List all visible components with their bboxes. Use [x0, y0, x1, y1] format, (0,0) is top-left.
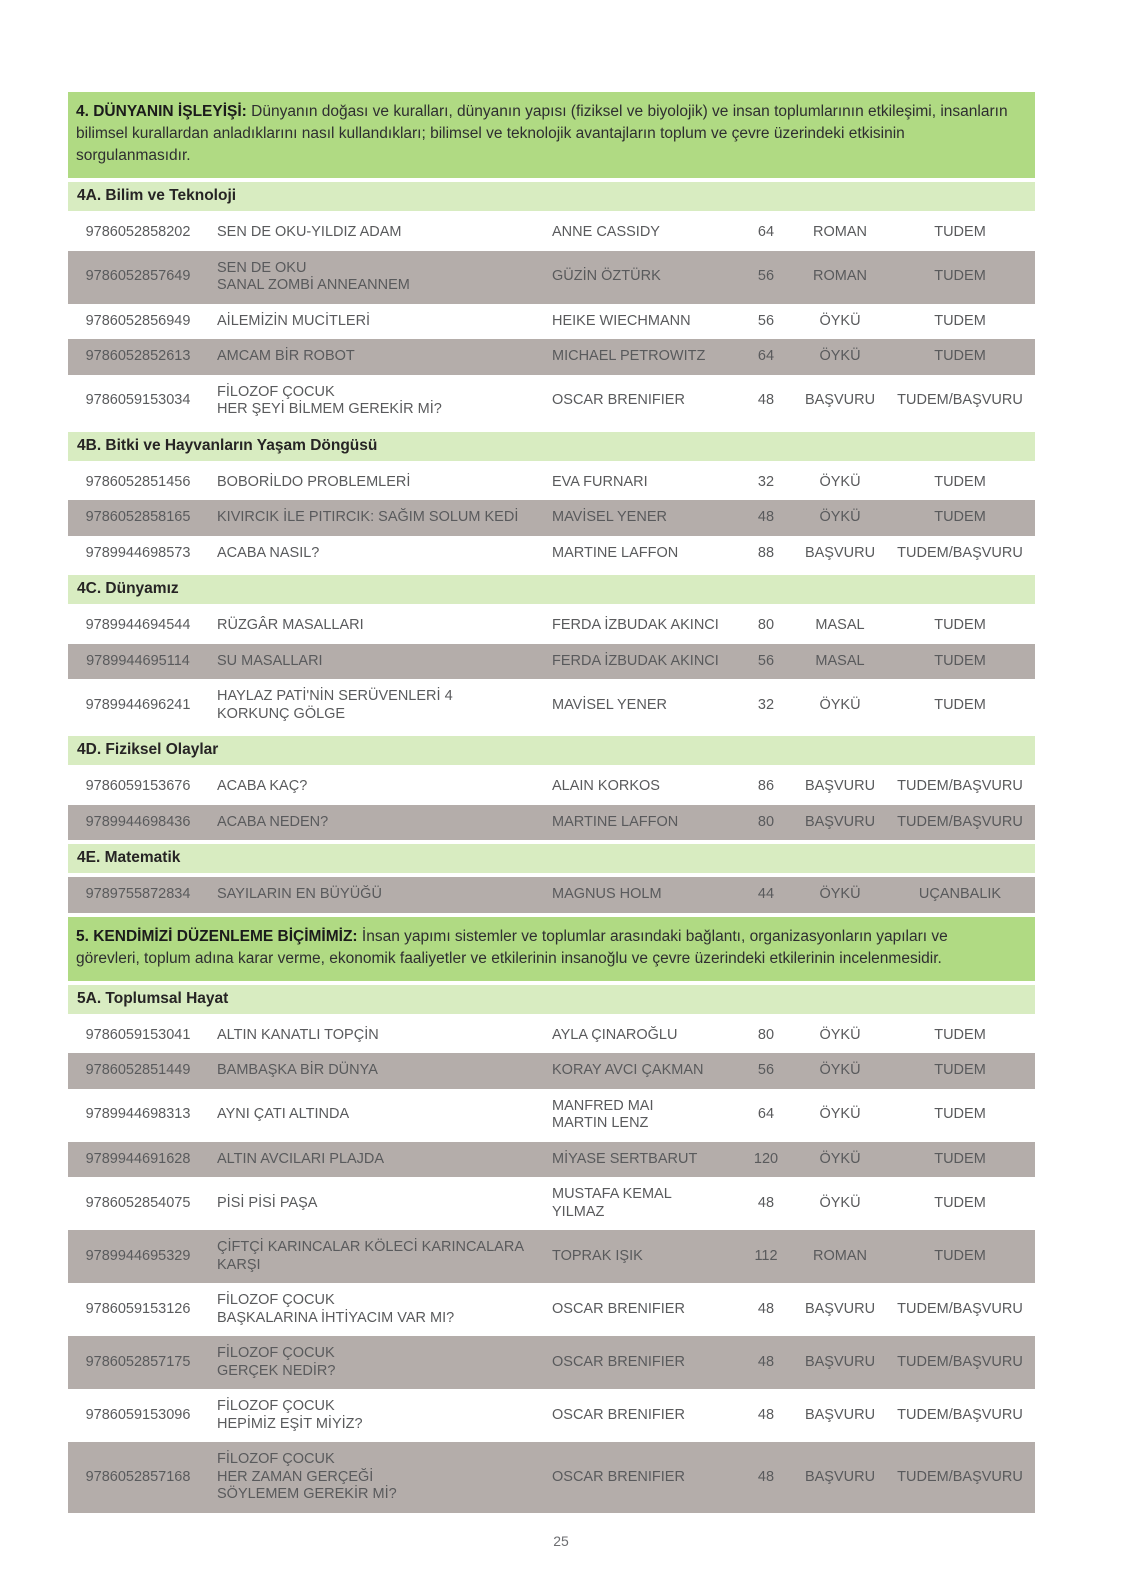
isbn-cell: 9786059153041 [85, 1026, 191, 1043]
table-row [68, 215, 1035, 251]
pages-cell: 88 [757, 544, 775, 561]
section-header [68, 92, 1035, 178]
text-line: TOPRAK IŞIK [552, 1247, 643, 1264]
subsection-header: 4A. Bilim ve Teknoloji [68, 182, 1035, 211]
isbn-cell: 9786059153676 [85, 778, 191, 794]
table-row [68, 1177, 1035, 1230]
publisher-cell: TUDEM [934, 1194, 986, 1211]
author-cell [545, 653, 737, 671]
pages-cell: 48 [757, 509, 775, 525]
author-cell [545, 545, 737, 563]
publisher-cell: UÇANBALIK [918, 886, 1002, 902]
text-line: FERDA İZBUDAK AKINCI [552, 617, 719, 633]
text-line: MUSTAFA KEMAL [552, 1186, 672, 1202]
subsection-rows [68, 215, 1035, 428]
pages-cell: 64 [757, 1106, 775, 1123]
publisher-cell: TUDEM/BAŞVURU [897, 392, 1023, 409]
title-cell [208, 1239, 545, 1274]
genre-cell: ÖYKÜ [819, 1150, 861, 1167]
text-line: FİLOZOF ÇOCUK [217, 383, 335, 400]
text-line: FİLOZOF ÇOCUK [217, 1292, 335, 1308]
text-line: SEN DE OKU [217, 259, 307, 276]
table-row [68, 1089, 1035, 1142]
title-cell [208, 1398, 545, 1433]
pages-cell: 48 [757, 1353, 775, 1370]
text-line: SU MASALLARI [217, 652, 323, 669]
isbn-cell: 9789944696241 [85, 696, 191, 713]
table-row [68, 251, 1035, 304]
author-cell [545, 1186, 737, 1221]
pages-cell: 120 [753, 1150, 779, 1167]
genre-cell: ÖYKÜ [819, 312, 861, 329]
text-line: MARTINE LAFFON [552, 544, 679, 561]
title-cell [208, 474, 545, 492]
genre-cell: ROMAN [813, 224, 867, 240]
text-line: SÖYLEMEM GEREKİR Mİ? [217, 1486, 397, 1502]
genre-cell: ÖYKÜ [819, 509, 861, 525]
genre-cell: MASAL [815, 652, 865, 669]
publisher-cell: TUDEM [934, 348, 986, 364]
subsection-rows [68, 608, 1035, 732]
title-cell [208, 1027, 545, 1045]
text-line: BAMBAŞKA BİR DÜNYA [217, 1062, 378, 1078]
subsection-rows [68, 769, 1035, 840]
publisher-cell: TUDEM [934, 1247, 986, 1264]
table-row [68, 608, 1035, 644]
pages-cell: 80 [757, 1026, 775, 1043]
text-line: MİYASE SERTBARUT [552, 1150, 698, 1167]
section-title: 4. DÜNYANIN İŞLEYİŞİ: [76, 103, 247, 120]
author-cell [545, 392, 737, 410]
text-line: SANAL ZOMBİ ANNEANNEM [217, 277, 410, 293]
author-cell [545, 1098, 737, 1133]
author-cell [545, 313, 737, 331]
isbn-cell: 9789944691628 [85, 1150, 191, 1167]
major-section [68, 917, 1035, 981]
subsection-header: 4C. Dünyamız [68, 575, 1035, 604]
text-line: SAYILARIN EN BÜYÜĞÜ [217, 886, 382, 902]
publisher-cell: TUDEM [934, 1150, 986, 1167]
isbn-cell: 9786052858165 [85, 509, 191, 525]
pages-cell: 86 [757, 778, 775, 794]
author-cell [545, 1027, 737, 1045]
isbn-cell: 9786052851456 [85, 473, 191, 490]
text-line: HER ŞEYİ BİLMEM GEREKİR Mİ? [217, 401, 442, 417]
table-row [68, 304, 1035, 340]
author-cell [545, 814, 737, 832]
text-line: FİLOZOF ÇOCUK [217, 1345, 335, 1361]
table-row [68, 500, 1035, 536]
pages-cell: 48 [757, 392, 775, 409]
text-line: KORKUNÇ GÖLGE [217, 705, 346, 722]
text-line: FİLOZOF ÇOCUK [217, 1451, 335, 1467]
pages-cell: 48 [757, 1468, 775, 1485]
publisher-cell: TUDEM/BAŞVURU [897, 778, 1023, 794]
isbn-cell: 9786052857168 [85, 1468, 191, 1485]
genre-cell: ÖYKÜ [819, 1194, 861, 1211]
table-row [68, 465, 1035, 501]
text-line: MARTIN LENZ [552, 1115, 649, 1131]
publisher-cell: TUDEM [934, 652, 986, 669]
table-row [68, 877, 1035, 913]
pages-cell: 44 [757, 886, 775, 902]
table-row [68, 644, 1035, 680]
section-description: İnsan yapımı sistemler ve toplumlar arasındaki bağlantı, organizasyonların yapıları ve görevleri, toplum adına karar verme, ekonomik faaliyetler ve etkilerinin insanoğlu ve çevre üzerindeki etkilerinin incelenmesidir. [76, 927, 948, 967]
isbn-cell: 9789944695114 [86, 652, 190, 669]
text-line: ALAIN KORKOS [552, 778, 660, 794]
table-row [68, 805, 1035, 841]
title-cell [208, 1292, 545, 1327]
text-line: MAVİSEL YENER [552, 509, 667, 525]
pages-cell: 56 [757, 1062, 775, 1078]
text-line: SEN DE OKU-YILDIZ ADAM [217, 224, 402, 240]
pages-cell: 32 [757, 696, 775, 713]
subsection [68, 432, 1035, 572]
text-line: ALTIN AVCILARI PLAJDA [217, 1150, 385, 1167]
title-cell [208, 1062, 545, 1080]
pages-cell: 48 [757, 1194, 775, 1211]
genre-cell: BAŞVURU [804, 778, 876, 794]
table-row [68, 1336, 1035, 1389]
genre-cell: ÖYKÜ [819, 696, 861, 713]
text-line: MAVİSEL YENER [552, 696, 667, 713]
text-line: FERDA İZBUDAK AKINCI [552, 652, 719, 669]
subsection-header: 4D. Fiziksel Olaylar [68, 736, 1035, 765]
publisher-cell: TUDEM [934, 1106, 986, 1123]
title-cell [208, 814, 545, 832]
author-cell [545, 697, 737, 715]
pages-cell: 80 [757, 813, 775, 830]
section-title: 5. KENDİMİZİ DÜZENLEME BİÇİMİMİZ: [76, 927, 358, 945]
subsection-rows [68, 1018, 1035, 1513]
subsection [68, 844, 1035, 913]
text-line: AYLA ÇINAROĞLU [552, 1026, 678, 1043]
text-line: EVA FURNARI [552, 473, 648, 490]
isbn-cell: 9786059153034 [85, 392, 191, 409]
text-line: HEPİMİZ EŞİT MİYİZ? [217, 1415, 363, 1432]
subsection-header: 5A. Toplumsal Hayat [68, 985, 1035, 1014]
text-line: OSCAR BRENIFIER [552, 1468, 685, 1485]
isbn-cell: 9786052857175 [85, 1353, 191, 1370]
text-line: FİLOZOF ÇOCUK [217, 1398, 335, 1414]
text-line: HEIKE WIECHMANN [552, 312, 691, 329]
publisher-cell: TUDEM [934, 696, 986, 713]
genre-cell: BAŞVURU [804, 392, 876, 409]
title-cell [208, 384, 545, 419]
genre-cell: ÖYKÜ [819, 1106, 861, 1123]
section-description: Dünyanın doğası ve kuralları, dünyanın yapısı (fiziksel ve biyolojik) ve insan toplumlarının etkileşimi, insanların bilimsel kurallardan anladıklarını nasıl kullandıkları; bilimsel ve teknolojik avantajların toplum ve çevre üzerindeki etkisinin sorgulanmasıdır. [76, 103, 1008, 164]
subsection [68, 736, 1035, 840]
subsection-header: 4E. Matematik [68, 844, 1035, 873]
author-cell [545, 509, 737, 527]
publisher-cell: TUDEM/BAŞVURU [897, 1468, 1023, 1485]
table-row [68, 1142, 1035, 1178]
text-line: HAYLAZ PATİ'NİN SERÜVENLERİ 4 [217, 688, 453, 704]
subsection-rows [68, 465, 1035, 572]
text-line: OSCAR BRENIFIER [552, 392, 685, 409]
table-row [68, 1053, 1035, 1089]
text-line: OSCAR BRENIFIER [552, 1406, 685, 1423]
text-line: AMCAM BİR ROBOT [217, 348, 355, 364]
text-line: KORAY AVCI ÇAKMAN [552, 1062, 704, 1078]
isbn-cell: 9789944698436 [85, 813, 191, 830]
text-line: RÜZGÂR MASALLARI [217, 617, 364, 633]
section-header [68, 917, 1035, 981]
genre-cell: BAŞVURU [804, 1353, 876, 1370]
title-cell [208, 1451, 545, 1504]
author-cell [545, 617, 737, 635]
pages-cell: 48 [757, 1406, 775, 1423]
text-line: BAŞKALARINA İHTİYACIM VAR MI? [217, 1309, 455, 1326]
pages-cell: 56 [757, 652, 775, 669]
author-cell [545, 778, 737, 796]
publisher-cell: TUDEM/BAŞVURU [897, 1300, 1023, 1317]
isbn-cell: 9786052851449 [85, 1062, 191, 1078]
publisher-cell: TUDEM/BAŞVURU [897, 1406, 1023, 1423]
author-cell [545, 348, 737, 366]
text-line: HER ZAMAN GERÇEĞİ [217, 1468, 374, 1485]
author-cell [545, 1301, 737, 1319]
author-cell [545, 268, 737, 286]
isbn-cell: 9789944698313 [85, 1106, 191, 1123]
table-row [68, 1389, 1035, 1442]
author-cell [545, 1062, 737, 1080]
author-cell [545, 1354, 737, 1372]
pages-cell: 32 [757, 473, 775, 490]
title-cell [208, 886, 545, 904]
title-cell [208, 1106, 545, 1124]
title-cell [208, 1345, 545, 1380]
author-cell [545, 886, 737, 904]
genre-cell: BAŞVURU [804, 1406, 876, 1423]
publisher-cell: TUDEM [934, 1062, 986, 1078]
text-line: ACABA NASIL? [217, 544, 320, 561]
genre-cell: BAŞVURU [804, 813, 876, 830]
title-cell [208, 617, 545, 635]
table-row [68, 375, 1035, 428]
text-line: ÇİFTÇİ KARINCALAR KÖLECİ KARINCALARA [217, 1239, 524, 1255]
isbn-cell: 9786052854075 [85, 1194, 191, 1211]
text-line: AİLEMİZİN MUCİTLERİ [217, 312, 371, 329]
pages-cell: 64 [757, 224, 775, 240]
publisher-cell: TUDEM [934, 268, 986, 285]
isbn-cell: 9789944695329 [85, 1247, 191, 1264]
isbn-cell: 9789755872834 [85, 886, 191, 902]
text-line: MICHAEL PETROWITZ [552, 348, 706, 364]
text-line: GERÇEK NEDİR? [217, 1362, 336, 1379]
pages-cell: 56 [757, 312, 775, 329]
text-line: ANNE CASSIDY [552, 224, 660, 240]
author-cell [545, 224, 737, 242]
author-cell [545, 1248, 737, 1266]
title-cell [208, 545, 545, 563]
table-row [68, 339, 1035, 375]
text-line: KIVIRCIK İLE PITIRCIK: SAĞIM SOLUM KEDİ [217, 509, 519, 525]
publisher-cell: TUDEM [934, 617, 986, 633]
text-line: YILMAZ [552, 1203, 605, 1220]
text-line: AYNI ÇATI ALTINDA [217, 1106, 350, 1123]
major-section [68, 92, 1035, 178]
table-row [68, 679, 1035, 732]
genre-cell: MASAL [815, 617, 865, 633]
title-cell [208, 688, 545, 723]
genre-cell: ÖYKÜ [819, 348, 861, 364]
table-row [68, 536, 1035, 572]
text-line: MARTINE LAFFON [552, 813, 679, 830]
page-number: 25 [553, 1533, 569, 1549]
isbn-cell: 9786052858202 [85, 224, 191, 240]
text-line: OSCAR BRENIFIER [552, 1300, 685, 1317]
subsection [68, 182, 1035, 428]
subsection-rows [68, 877, 1035, 913]
pages-cell: 64 [757, 348, 775, 364]
text-line: PİSİ PİSİ PAŞA [217, 1194, 318, 1211]
title-cell [208, 313, 545, 331]
text-line: GÜZİN ÖZTÜRK [552, 268, 661, 285]
title-cell [208, 1195, 545, 1213]
text-line: ACABA KAÇ? [217, 778, 308, 794]
publisher-cell: TUDEM [934, 312, 986, 329]
title-cell [208, 348, 545, 366]
title-cell [208, 509, 545, 527]
isbn-cell: 9786052857649 [85, 268, 191, 285]
publisher-cell: TUDEM [934, 509, 986, 525]
isbn-cell: 9786052852613 [85, 348, 191, 364]
genre-cell: ÖYKÜ [819, 473, 861, 490]
isbn-cell: 9789944698573 [85, 544, 191, 561]
author-cell [545, 474, 737, 492]
publisher-cell: TUDEM/BAŞVURU [897, 813, 1023, 830]
isbn-cell: 9786059153096 [85, 1406, 191, 1423]
table-row [68, 1442, 1035, 1513]
text-line: OSCAR BRENIFIER [552, 1353, 685, 1370]
text-line: MAGNUS HOLM [552, 886, 662, 902]
publisher-cell: TUDEM/BAŞVURU [897, 544, 1023, 561]
subsection-header: 4B. Bitki ve Hayvanların Yaşam Döngüsü [68, 432, 1035, 461]
author-cell [545, 1469, 737, 1487]
text-line: MANFRED MAI [552, 1097, 654, 1114]
text-line: BOBORİLDO PROBLEMLERİ [217, 473, 411, 490]
isbn-cell: 9786052856949 [85, 312, 191, 329]
publisher-cell: TUDEM [934, 224, 986, 240]
publisher-cell: TUDEM [934, 1026, 986, 1043]
pages-cell: 56 [757, 268, 775, 285]
publisher-cell: TUDEM [934, 473, 986, 490]
genre-cell: ROMAN [813, 268, 867, 285]
title-cell [208, 778, 545, 796]
author-cell [545, 1151, 737, 1169]
genre-cell: ÖYKÜ [819, 886, 861, 902]
genre-cell: BAŞVURU [804, 544, 876, 561]
title-cell [208, 224, 545, 242]
isbn-cell: 9789944694544 [85, 617, 191, 633]
table-row [68, 769, 1035, 805]
catalog-table [68, 88, 1035, 1513]
title-cell [208, 260, 545, 295]
genre-cell: BAŞVURU [804, 1468, 876, 1485]
pages-cell: 112 [754, 1247, 778, 1264]
title-cell [208, 653, 545, 671]
publisher-cell: TUDEM/BAŞVURU [897, 1353, 1023, 1370]
table-row [68, 1283, 1035, 1336]
genre-cell: ROMAN [813, 1247, 867, 1264]
genre-cell: ÖYKÜ [819, 1026, 861, 1043]
subsection [68, 985, 1035, 1513]
text-line: ALTIN KANATLI TOPÇİN [217, 1026, 379, 1043]
author-cell [545, 1407, 737, 1425]
isbn-cell: 9786059153126 [85, 1300, 191, 1317]
text-line: ACABA NEDEN? [217, 813, 329, 830]
pages-cell: 48 [757, 1300, 775, 1317]
genre-cell: BAŞVURU [804, 1300, 876, 1317]
table-row [68, 1018, 1035, 1054]
table-row [68, 1230, 1035, 1283]
text-line: KARŞI [217, 1256, 261, 1273]
genre-cell: ÖYKÜ [819, 1062, 861, 1078]
title-cell [208, 1151, 545, 1169]
subsection [68, 575, 1035, 732]
pages-cell: 80 [757, 617, 775, 633]
